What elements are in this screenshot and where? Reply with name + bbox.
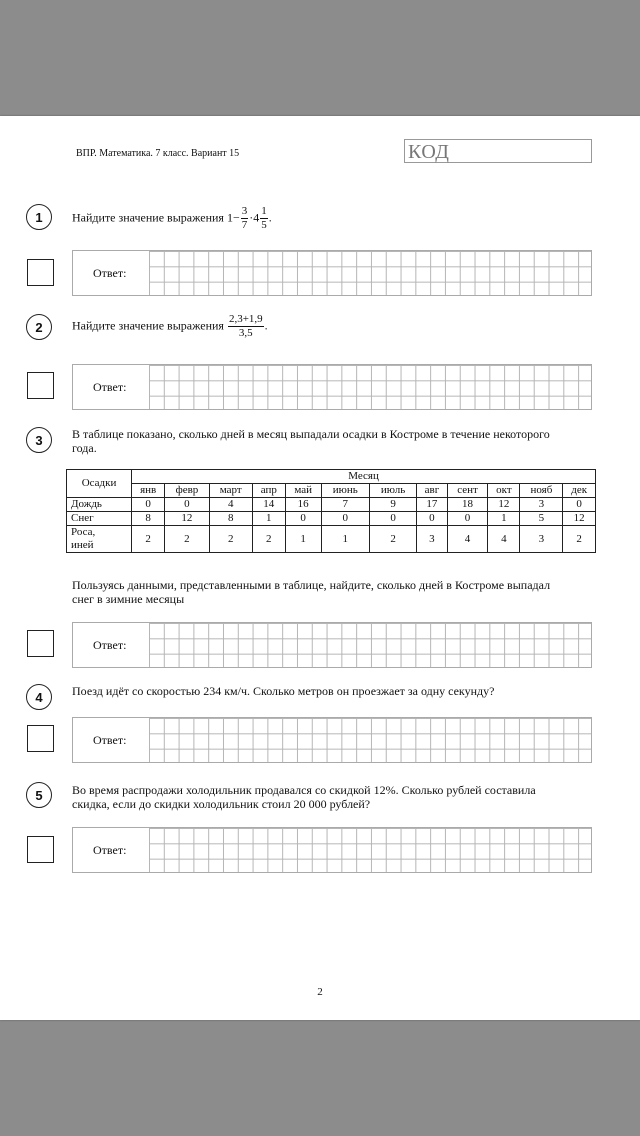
answer-field-1[interactable] — [72, 250, 592, 296]
table-cell: 3 — [417, 526, 447, 553]
table-cell: 14 — [252, 498, 285, 512]
task-1-text: Найдите значение выражения 1− $\frac{3}{7}$ ·4 $\frac{1}{5}$ . — [72, 205, 272, 231]
month-cell: июнь — [321, 484, 369, 498]
answer-grid[interactable] — [149, 365, 591, 409]
answer-field-5[interactable] — [72, 827, 592, 873]
table-cell: 18 — [447, 498, 488, 512]
answer-field-2[interactable] — [72, 364, 592, 410]
task-number-2: 2 — [26, 314, 52, 340]
table-cell: 1 — [488, 512, 520, 526]
page-number: 2 — [317, 986, 323, 998]
answer-checkbox-1[interactable] — [27, 259, 54, 286]
table-cell: 0 — [417, 512, 447, 526]
answer-grid[interactable] — [149, 623, 591, 667]
answer-field-3[interactable] — [72, 622, 592, 668]
page-header: ВПР. Математика. 7 класс. Вариант 15 — [76, 148, 240, 159]
fraction: $\frac{3}{7}$ — [241, 205, 248, 231]
fraction: $\frac{2,3+1,9}{3,5}$ — [228, 313, 263, 339]
task-5-text: Во время распродажи холодильник продавался со скидкой 12%. Сколько рублей составила скидка, если до скидки холодильник стоил 20 000 рублей? — [72, 783, 536, 811]
table-cell: 12 — [165, 512, 209, 526]
table-row-header: Осадки — [67, 470, 132, 498]
code-box[interactable]: КОД — [404, 139, 592, 163]
answer-label: Ответ: — [93, 380, 127, 394]
table-cell: 3 — [520, 498, 563, 512]
task-3-question: Пользуясь данными, представленными в таблице, найдите, сколько дней в Костроме выпадал снег в зимние месяцы — [72, 578, 551, 606]
table-cell: 2 — [209, 526, 252, 553]
answer-field-4[interactable] — [72, 717, 592, 763]
month-cell: янв — [132, 484, 165, 498]
table-cell: 2 — [369, 526, 416, 553]
table-cell: 0 — [132, 498, 165, 512]
answer-label: Ответ: — [93, 843, 127, 857]
answer-checkbox-4[interactable] — [27, 725, 54, 752]
table-row — [67, 512, 596, 526]
table-cell: 12 — [488, 498, 520, 512]
table-cell: 5 — [520, 512, 563, 526]
task-number-1: 1 — [26, 204, 52, 230]
table-cell: 2 — [165, 526, 209, 553]
table-months-row — [67, 484, 596, 498]
table-cell: 0 — [563, 498, 596, 512]
row-label-snow: Снег — [67, 512, 132, 526]
fraction: $\frac{1}{5}$ — [261, 205, 267, 231]
month-cell: март — [209, 484, 252, 498]
month-cell: окт — [488, 484, 520, 498]
table-cell: 12 — [563, 512, 596, 526]
table-cell: 9 — [369, 498, 416, 512]
table-cell: 3 — [520, 526, 563, 553]
table-cell: 2 — [132, 526, 165, 553]
month-cell: нояб — [520, 484, 563, 498]
table-cell: 0 — [285, 512, 321, 526]
row-label-rain: Дождь — [67, 498, 132, 512]
table-cell: 0 — [321, 512, 369, 526]
table-cell: 0 — [447, 512, 488, 526]
table-cell: 16 — [285, 498, 321, 512]
task-4-text: Поезд идёт со скоростью 234 км/ч. Сколько метров он проезжает за одну секунду? — [72, 684, 495, 698]
table-row — [67, 498, 596, 512]
table-cell: 1 — [285, 526, 321, 553]
table-cell: 8 — [132, 512, 165, 526]
answer-grid[interactable] — [149, 828, 591, 872]
precipitation-table — [66, 469, 596, 553]
answer-label: Ответ: — [93, 266, 127, 280]
month-cell: май — [285, 484, 321, 498]
table-cell: 17 — [417, 498, 447, 512]
table-cell: 0 — [165, 498, 209, 512]
month-cell: авг — [417, 484, 447, 498]
table-cell: 7 — [321, 498, 369, 512]
month-cell: апр — [252, 484, 285, 498]
table-cell: 4 — [209, 498, 252, 512]
table-cell: 1 — [321, 526, 369, 553]
table-cell: 2 — [252, 526, 285, 553]
table-cell: 4 — [447, 526, 488, 553]
answer-grid[interactable] — [149, 251, 591, 295]
task-number-5: 5 — [26, 782, 52, 808]
table-cell: 8 — [209, 512, 252, 526]
answer-checkbox-5[interactable] — [27, 836, 54, 863]
table-group-header: Месяц — [132, 470, 596, 484]
month-cell: сент — [447, 484, 488, 498]
row-label-dew: Роса, иней — [67, 526, 132, 553]
task-number-4: 4 — [26, 684, 52, 710]
answer-checkbox-2[interactable] — [27, 372, 54, 399]
task-3-text: В таблице показано, сколько дней в месяц выпадали осадки в Костроме в течение некоторого года. — [72, 427, 550, 455]
answer-label: Ответ: — [93, 638, 127, 652]
worksheet-page — [0, 116, 640, 1020]
table-cell: 4 — [488, 526, 520, 553]
month-cell: дек — [563, 484, 596, 498]
month-cell: июль — [369, 484, 416, 498]
month-cell: февр — [165, 484, 209, 498]
table-cell: 0 — [369, 512, 416, 526]
table-cell: 1 — [252, 512, 285, 526]
table-row — [67, 526, 596, 553]
answer-grid[interactable] — [149, 718, 591, 762]
table-cell: 2 — [563, 526, 596, 553]
task-2-text: Найдите значение выражения $\frac{2,3+1,9}{3,5}$ . — [72, 313, 268, 339]
task-number-3: 3 — [26, 427, 52, 453]
answer-checkbox-3[interactable] — [27, 630, 54, 657]
answer-label: Ответ: — [93, 733, 127, 747]
